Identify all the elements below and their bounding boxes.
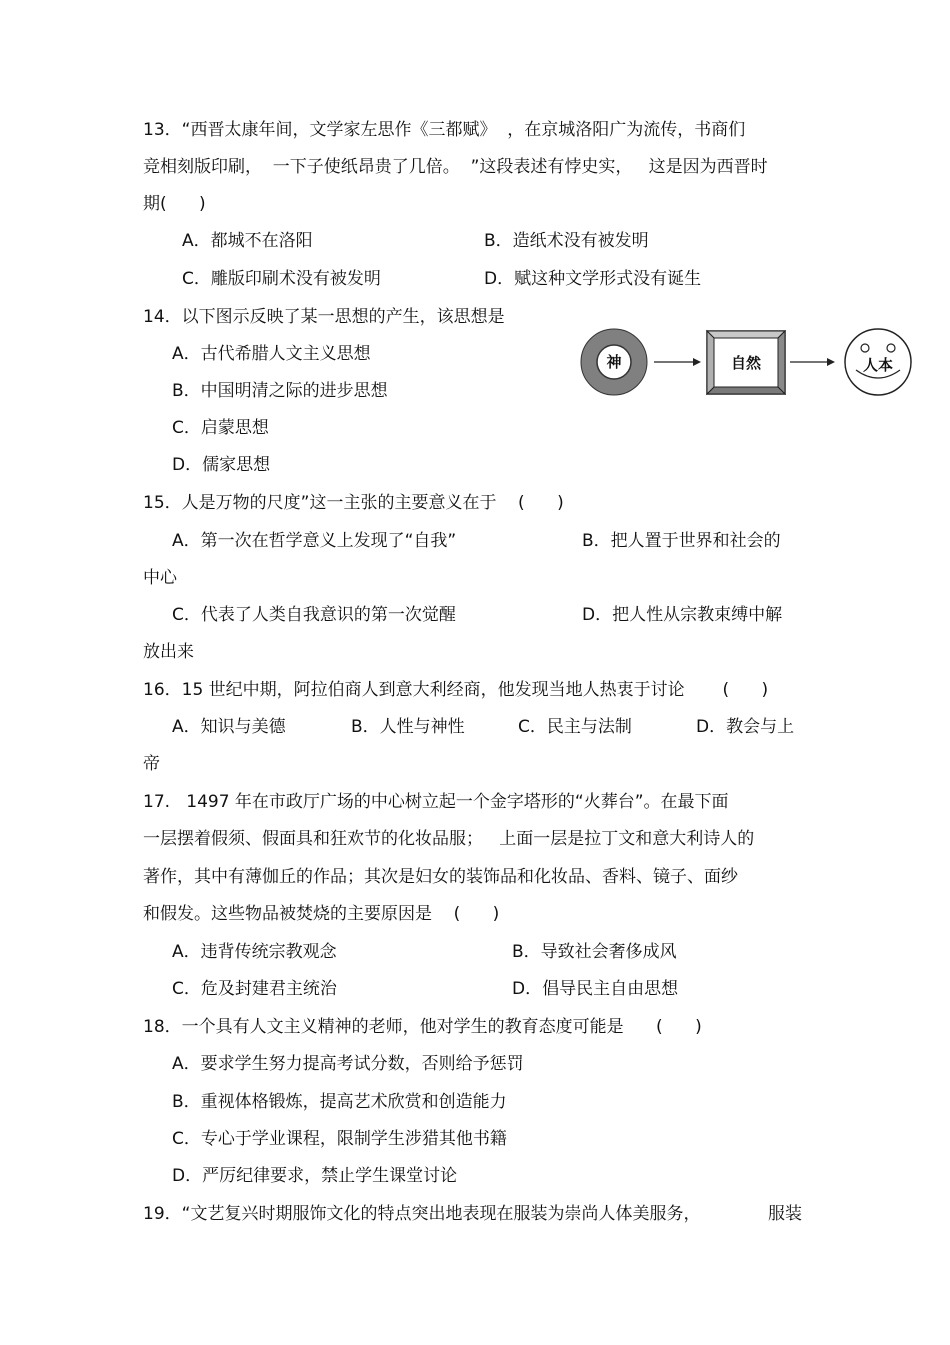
q14-option-b[interactable]: B．中国明清之际的进步思想 (172, 381, 388, 401)
god-label: 神 (606, 353, 622, 371)
arrow-right-icon (654, 358, 701, 366)
q13-option-b[interactable]: B．造纸术没有被发明 (484, 231, 649, 251)
q14-option-d[interactable]: D．儒家思想 (172, 455, 271, 475)
q17-stem-line1: 17. 1497 年在市政厅广场的中心树立起一个金字塔形的“火葬台”。在最下面 (143, 792, 729, 812)
q13-option-a[interactable]: A．都城不在洛阳 (182, 231, 313, 251)
q15-option-b[interactable]: B．把人置于世界和社会的 (582, 531, 781, 551)
q16-option-a[interactable]: A．知识与美德 (172, 717, 286, 737)
q16-stem: 16．15 世纪中期，阿拉伯商人到意大利经商，他发现当地人热衷于讨论 ( ) (143, 680, 769, 700)
q14-option-a[interactable]: A．古代希腊人文主义思想 (172, 344, 371, 364)
q17-option-d[interactable]: D．倡导民主自由思想 (512, 979, 679, 999)
q19-stem-line1-end: 服装 (768, 1204, 802, 1224)
q18-option-d[interactable]: D．严厉纪律要求，禁止学生课堂讨论 (172, 1166, 458, 1186)
q17-stem-line3: 著作，其中有薄伽丘的作品；其次是妇女的装饰品和化妆品、香料、镜子、面纱 (143, 867, 738, 887)
god-circle (581, 329, 647, 395)
q16-option-d[interactable]: D．教会与上 (696, 717, 795, 737)
q15-stem: 15．人是万物的尺度”这一主张的主要意义在于 ( ) (143, 493, 564, 513)
q18-stem: 18．一个具有人文主义精神的老师，他对学生的教育态度可能是 ( ) (143, 1017, 702, 1037)
arrow-right-icon (790, 358, 835, 366)
q17-stem-line2: 一层摆着假须、假面具和狂欢节的化妆品服； 上面一层是拉丁文和意大利诗人的 (143, 829, 755, 849)
q14-option-c[interactable]: C．启蒙思想 (172, 418, 269, 438)
q19-stem-line1: 19．“文艺复兴时期服饰文化的特点突出地表现在服装为崇尚人体美服务， (143, 1204, 701, 1224)
human-face-circle (845, 329, 911, 395)
human-label: 人本 (862, 356, 894, 374)
q15-option-c[interactable]: C．代表了人类自我意识的第一次觉醒 (172, 605, 456, 625)
nature-label: 自然 (730, 354, 762, 372)
q13-stem-line3: 期( ) (143, 194, 206, 214)
q15-option-a[interactable]: A．第一次在哲学意义上发现了“自我” (172, 531, 457, 551)
q17-stem-line4: 和假发。这些物品被焚烧的主要原因是 ( ) (143, 904, 500, 924)
q15-option-b-cont: 中心 (143, 568, 177, 588)
q16-option-d-cont: 帝 (143, 754, 160, 774)
q16-option-b[interactable]: B．人性与神性 (351, 717, 465, 737)
q18-option-b[interactable]: B．重视体格锻炼，提高艺术欣赏和创造能力 (172, 1092, 507, 1112)
q13-stem-line1: 13．“西晋太康年间，文学家左思作《三都赋》 ，在京城洛阳广为流传，书商们 (143, 120, 746, 140)
q14-stem: 14．以下图示反映了某一思想的产生，该思想是 (143, 307, 505, 327)
q16-option-c[interactable]: C．民主与法制 (518, 717, 632, 737)
q15-option-d-cont: 放出来 (143, 642, 194, 662)
nature-box (707, 331, 785, 394)
q18-option-c[interactable]: C．专心于学业课程，限制学生涉猎其他书籍 (172, 1129, 507, 1149)
q17-option-b[interactable]: B．导致社会奢侈成风 (512, 942, 677, 962)
q17-option-c[interactable]: C．危及封建君主统治 (172, 979, 337, 999)
q18-option-a[interactable]: A．要求学生努力提高考试分数，否则给予惩罚 (172, 1054, 524, 1074)
q15-option-d[interactable]: D．把人性从宗教束缚中解 (582, 605, 783, 625)
q17-option-a[interactable]: A．违背传统宗教观念 (172, 942, 337, 962)
q13-option-d[interactable]: D．赋这种文学形式没有诞生 (484, 269, 702, 289)
q13-option-c[interactable]: C．雕版印刷术没有被发明 (182, 269, 381, 289)
q13-stem-line2: 竞相刻版印刷， 一下子使纸昂贵了几倍。 ”这段表述有悖史实， 这是因为西晋时 (143, 157, 768, 177)
q14-diagram (580, 328, 920, 398)
